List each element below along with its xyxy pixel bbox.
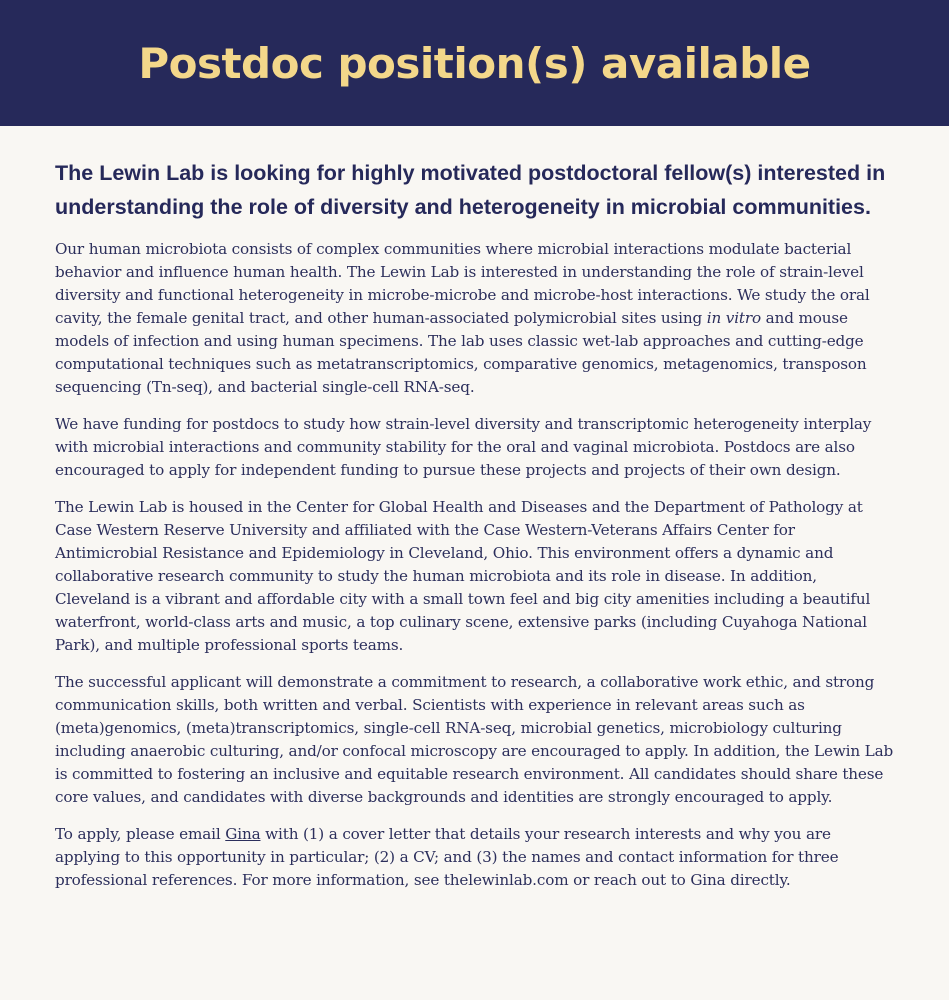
paragraph-research-text-2: and mouse models of infection and using human specimens. The lab uses classic wet-lab approaches and cutting-edge computational techniques such as metatranscriptomics, comparative genomics, metagenomics, transposon sequencing (Tn-seq), and bacterial single-cell RNA-seq.	[55, 309, 867, 396]
paragraph-apply	[55, 823, 894, 892]
lead-heading: The Lewin Lab is looking for highly motivated postdoctoral fellow(s) interested in understanding the role of diversity and heterogeneity in microbial communities.	[55, 161, 886, 219]
paragraph-environment: The Lewin Lab is housed in the Center for Global Health and Diseases and the Department of Pathology at Case Western Reserve University and affiliated with the Case Western-Veterans Affairs Center for Antimicrobial Resistance and Epidemiology in Cleveland, Ohio. This environment offers a dynamic and collaborative research community to study the human microbiota and its role in disease. In addition, Cleveland is a vibrant and affordable city with a small town feel and big city amenities including a beautiful waterfront, world-class arts and music, a top culinary scene, extensive parks (including Cuyahoga National Park), and multiple professional sports teams.	[55, 498, 871, 654]
main-content	[0, 126, 949, 892]
paragraph-applicant: The successful applicant will demonstrate a commitment to research, a collaborative work ethic, and strong communication skills, both written and verbal. Scientists with experience in relevant areas such as (meta)genomics, (meta)transcriptomics, single-cell RNA-seq, microbial genetics, microbiology culturing including anaerobic culturing, and/or confocal microscopy are encouraged to apply. In addition, the Lewin Lab is committed to fostering an inclusive and equitable research environment. All candidates should share these core values, and candidates with diverse backgrounds and identities are strongly encouraged to apply.	[55, 673, 894, 806]
email-gina-link[interactable]: Gina	[225, 825, 261, 843]
paragraph-research-text-1: Our human microbiota consists of complex communities where microbial interactions modulate bacterial behavior and influence human health. The Lewin Lab is interested in understanding the role of strain-level diversity and functional heterogeneity in microbe-microbe and microbe-host interactions. We study the oral cavity, the female genital tract, and other human-associated polymicrobial sites using	[55, 240, 870, 327]
paragraph-apply-text-1: To apply, please email	[55, 825, 226, 843]
page-title: Postdoc position(s) available	[138, 38, 811, 88]
header-banner	[0, 0, 949, 126]
paragraph-apply-text-2: with (1) a cover letter that details your research interests and why you are applying to this opportunity in particular; (2) a CV; and (3) the names and contact information for three professional references. For more information, see thelewinlab.com or reach out to Gina directly.	[55, 825, 839, 889]
italic-in-vitro: in vitro	[706, 309, 761, 327]
paragraph-research	[55, 238, 894, 399]
body-text	[55, 238, 894, 892]
paragraph-funding: We have funding for postdocs to study how strain-level diversity and transcriptomic heterogeneity interplay with microbial interactions and community stability for the oral and vaginal microbiota. Postdocs are also encouraged to apply for independent funding to pursue these projects and projects of their own design.	[55, 415, 872, 479]
